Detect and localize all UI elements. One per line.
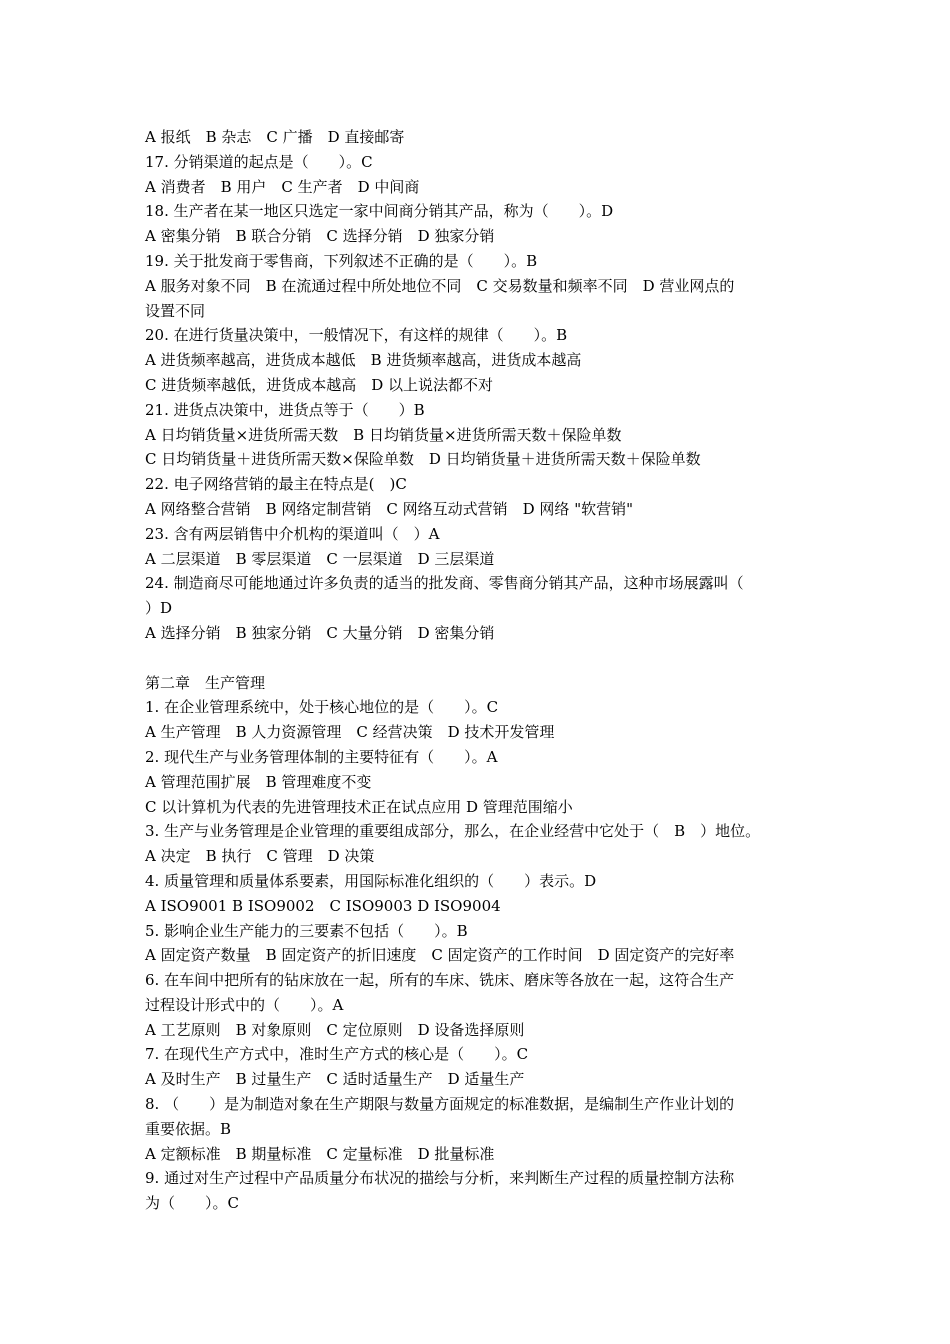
text-line: A 管理范围扩展 B 管理难度不变	[145, 772, 372, 791]
text-line: ）D	[145, 599, 173, 618]
text-line: A 决定 B 执行 C 管理 D 决策	[145, 847, 375, 866]
text-line: 18. 生产者在某一地区只选定一家中间商分销其产品，称为（ ）。D	[145, 202, 614, 221]
text-line: 21. 进货点决策中，进货点等于（ ）B	[145, 400, 425, 419]
text-line: 设置不同	[145, 301, 206, 320]
text-line: 为（ ）。C	[145, 1194, 239, 1213]
text-line: A 日均销货量×进货所需天数 B 日均销货量×进货所需天数＋保险单数	[145, 425, 622, 444]
text-line: 7. 在现代生产方式中，准时生产方式的核心是（ ）。C	[145, 1045, 529, 1064]
text-line: A 密集分销 B 联合分销 C 选择分销 D 独家分销	[145, 227, 495, 246]
text-line: 23. 含有两层销售中介机构的渠道叫（ ）A	[145, 524, 440, 543]
text-line: 重要依据。B	[145, 1119, 232, 1138]
text-line: 17. 分销渠道的起点是（ ）。C	[145, 152, 373, 171]
text-line: 3. 生产与业务管理是企业管理的重要组成部分，那么，在企业经营中它处于（ B ）地位。	[145, 822, 761, 841]
text-line: A 消费者 B 用户 C 生产者 D 中间商	[145, 177, 420, 196]
text-line: A 定额标准 B 期量标准 C 定量标准 D 批量标准	[145, 1144, 495, 1163]
text-line: 20. 在进行货量决策中，一般情况下，有这样的规律（ ）。B	[145, 326, 568, 345]
text-line: C 进货频率越低，进货成本越高 D 以上说法都不对	[145, 375, 494, 394]
document-body	[145, 125, 815, 1216]
text-line: 过程设计形式中的（ ）。A	[145, 995, 344, 1014]
text-line: A 生产管理 B 人力资源管理 C 经营决策 D 技术开发管理	[145, 723, 555, 742]
text-line: A 网络整合营销 B 网络定制营销 C 网络互动式营销 D 网络 "软营销"	[145, 499, 634, 518]
text-line: 5. 影响企业生产能力的三要素不包括（ ）。B	[145, 921, 468, 940]
text-line: A 选择分销 B 独家分销 C 大量分销 D 密集分销	[145, 623, 495, 642]
text-line: A 固定资产数量 B 固定资产的折旧速度 C 固定资产的工作时间 D 固定资产的完好率	[145, 946, 735, 965]
blank-line	[145, 646, 815, 671]
text-line: 4. 质量管理和质量体系要素，用国际标准化组织的（ ）表示。D	[145, 871, 597, 890]
text-line: 8. （ ）是为制造对象在生产期限与数量方面规定的标准数据，是编制生产作业计划的	[145, 1095, 735, 1114]
text-line: 2. 现代生产与业务管理体制的主要特征有（ ）。A	[145, 747, 498, 766]
text-line: 第二章 生产管理	[145, 673, 266, 692]
text-line: A 报纸 B 杂志 C 广播 D 直接邮寄	[145, 128, 405, 146]
text-line: 19. 关于批发商于零售商，下列叙述不正确的是（ ）。B	[145, 251, 538, 270]
text-line: C 以计算机为代表的先进管理技术正在试点应用 D 管理范围缩小	[145, 797, 573, 816]
text-line: A 工艺原则 B 对象原则 C 定位原则 D 设备选择原则	[145, 1020, 525, 1039]
text-line: A 二层渠道 B 零层渠道 C 一层渠道 D 三层渠道	[145, 549, 495, 568]
text-line: A 服务对象不同 B 在流通过程中所处地位不同 C 交易数量和频率不同 D 营业网点的	[145, 276, 735, 295]
text-line: A 进货频率越高，进货成本越低 B 进货频率越高，进货成本越高	[145, 351, 582, 370]
text-line: 9. 通过对生产过程中产品质量分布状况的描绘与分析，来判断生产过程的质量控制方法称	[145, 1169, 735, 1188]
text-line: 22. 电子网络营销的最主在特点是( )C	[145, 475, 407, 494]
text-line: 1. 在企业管理系统中，处于核心地位的是（ ）。C	[145, 698, 499, 717]
text-line: 6. 在车间中把所有的钻床放在一起，所有的车床、铣床、磨床等各放在一起，这符合生产	[145, 971, 735, 990]
text-line: 24. 制造商尽可能地通过许多负责的适当的批发商、零售商分销其产品，这种市场展露叫（	[145, 574, 744, 593]
text-line: C 日均销货量＋进货所需天数×保险单数 D 日均销货量＋进货所需天数＋保险单数	[145, 450, 701, 469]
text-line: A 及时生产 B 过量生产 C 适时适量生产 D 适量生产	[145, 1070, 525, 1089]
text-line: A ISO9001 B ISO9002 C ISO9003 D ISO9004	[145, 896, 501, 915]
